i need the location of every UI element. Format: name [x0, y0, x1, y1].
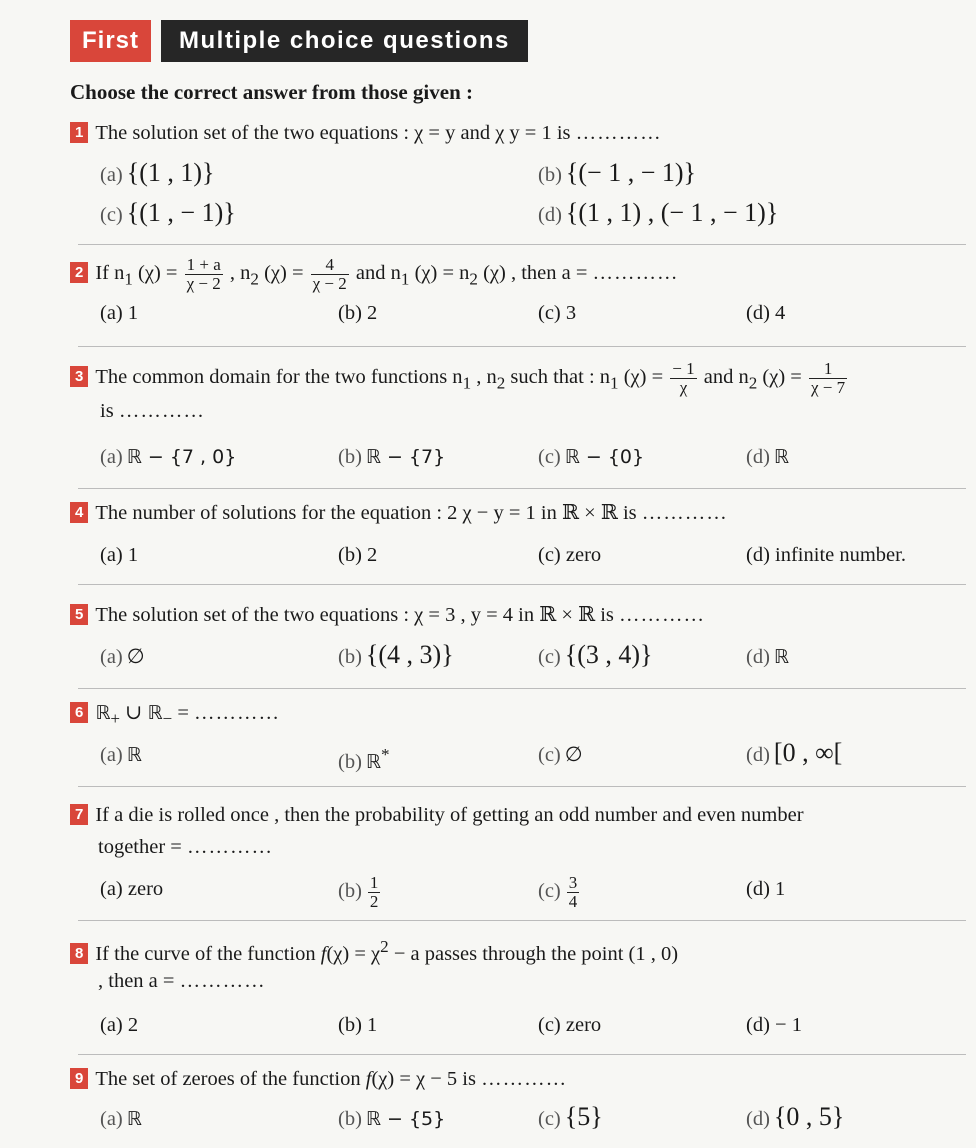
fraction: $\frac{4}{\chi - 2}$ [312, 255, 347, 293]
question-text: The solution set of the two equations : χ = 3 , y = 4 in ℝ × ℝ is [95, 604, 614, 626]
option-a[interactable]: (a) ℝ [100, 1108, 142, 1130]
option-a[interactable]: (a) ∅ [100, 646, 145, 668]
question-number: 6 [70, 702, 88, 723]
answer-blank: ………… [118, 400, 205, 422]
option-a[interactable]: (a) 1 [100, 544, 139, 566]
question-8: 8 If the curve of the function $f(\chi) = \chi^2 - a$ passes through the point (1 , 0) [70, 932, 678, 969]
question-4 [70, 498, 728, 528]
question-number: 8 [70, 943, 88, 964]
option-d[interactable]: (d) [0 , ∞[ [746, 738, 843, 767]
fraction: $\frac{3}{4}$ [568, 873, 578, 911]
divider [78, 346, 966, 347]
divider [78, 1054, 966, 1055]
divider [78, 920, 966, 921]
answer-blank: ………… [179, 970, 266, 992]
question-9: 9 The set of zeroes of the function f(χ) = χ − 5 is ………… [70, 1064, 567, 1094]
question-5 [70, 600, 705, 630]
option-c[interactable]: (c) ∅ [538, 744, 583, 766]
option-d[interactable]: (d) {0 , 5} [746, 1102, 845, 1131]
option-a[interactable]: (a) zero [100, 878, 164, 900]
divider [78, 244, 966, 245]
question-8-line-2: , then a = ………… [98, 970, 266, 992]
option-d[interactable]: (d) 4 [746, 302, 786, 324]
option-a[interactable]: (a) ℝ [100, 744, 142, 766]
option-b[interactable]: (b) ℝ − {7} [338, 446, 446, 468]
question-number: 1 [70, 122, 88, 143]
option-b[interactable]: (b) ℝ − {5} [338, 1108, 446, 1130]
option-d[interactable]: (d) infinite number. [746, 544, 906, 566]
divider [78, 488, 966, 489]
option-a[interactable]: (a) 2 [100, 1014, 139, 1036]
option-c[interactable]: (c) $\frac{3}{4}$ [538, 873, 578, 911]
fraction: $\frac{1}{2}$ [369, 873, 379, 911]
question-6: 6 ℝ$_+$ ∪ ℝ$_-$ = ………… [70, 698, 280, 734]
option-c[interactable]: (c) zero [538, 1014, 602, 1036]
option-a[interactable]: (a) {(1 , 1)} [100, 158, 215, 187]
fraction: $\frac{1}{\chi - 7}$ [811, 359, 846, 397]
question-number: 3 [70, 366, 88, 387]
question-3-line-2: is ………… [100, 400, 205, 422]
answer-blank: ………… [194, 702, 280, 724]
answer-blank: ………… [592, 262, 679, 285]
answer-blank: ………… [186, 836, 273, 858]
option-b[interactable]: (b) {(− 1 , − 1)} [538, 158, 697, 187]
option-c[interactable]: (c) zero [538, 544, 602, 566]
answer-blank: ………… [481, 1068, 568, 1090]
question-1 [70, 118, 662, 148]
option-c[interactable]: (c) ℝ − {0} [538, 446, 645, 468]
option-c[interactable]: (c) 3 [538, 302, 577, 324]
question-number: 2 [70, 262, 88, 283]
option-a[interactable]: (a) 1 [100, 302, 139, 324]
option-d[interactable]: (d) ℝ [746, 646, 789, 668]
option-b[interactable]: (b) 2 [338, 302, 378, 324]
answer-blank: ………… [641, 502, 728, 524]
question-2: 2 If $n_1$ (χ) = $\frac{1 + a}{\chi - 2}$ , $n_2$ (χ) = $\frac{4}{\chi - 2}$ and $n_1$ $(\chi) = n_2$ (χ) , then a = ………… [70, 256, 679, 294]
instruction: Choose the correct answer from those given : [70, 80, 473, 104]
option-d[interactable]: (d) − 1 [746, 1014, 802, 1036]
question-7 [70, 800, 804, 830]
option-b[interactable]: (b) ℝ* [338, 745, 390, 773]
section-header [70, 20, 528, 62]
question-text: If a die is rolled once , then the probability of getting an odd number and even number [95, 804, 804, 826]
option-d[interactable]: (d) 1 [746, 878, 786, 900]
question-7-line-2: together = ………… [98, 836, 273, 858]
question-text: The number of solutions for the equation : 2 χ − y = 1 in ℝ × ℝ is [95, 502, 637, 524]
question-3: 3 The common domain for the two functions $n_1$ , $n_2$ such that : $n_1$ (χ) = $\frac{- 1}{\chi}$ and $n_2$ (χ) = $\frac{1}{\chi - 7}$ [70, 360, 849, 398]
option-c[interactable]: (c) {(1 , − 1)} [100, 198, 236, 227]
option-b[interactable]: (b) $\frac{1}{2}$ [338, 873, 379, 911]
question-number: 4 [70, 502, 88, 523]
option-c[interactable]: (c) {(3 , 4)} [538, 640, 653, 669]
option-a[interactable]: (a) ℝ − {7 , 0} [100, 446, 237, 468]
section-tag: First [70, 20, 151, 62]
divider [78, 688, 966, 689]
option-b[interactable]: (b) {(4 , 3)} [338, 640, 454, 669]
option-b[interactable]: (b) 2 [338, 544, 378, 566]
answer-blank: ………… [575, 122, 662, 144]
option-d[interactable]: (d) {(1 , 1) , (− 1 , − 1)} [538, 198, 779, 227]
divider [78, 786, 966, 787]
question-number: 5 [70, 604, 88, 625]
divider [78, 584, 966, 585]
question-number: 7 [70, 804, 88, 825]
option-b[interactable]: (b) 1 [338, 1014, 378, 1036]
fraction: $\frac{- 1}{\chi}$ [672, 359, 695, 397]
question-number: 9 [70, 1068, 88, 1089]
option-c[interactable]: (c) {5} [538, 1102, 603, 1131]
answer-blank: ………… [619, 604, 706, 626]
option-d[interactable]: (d) ℝ [746, 446, 789, 468]
fraction: $\frac{1 + a}{\chi - 2}$ [186, 255, 221, 293]
question-text: The solution set of the two equations : χ = y and χ y = 1 is [95, 122, 571, 144]
section-title: Multiple choice questions [161, 20, 528, 62]
